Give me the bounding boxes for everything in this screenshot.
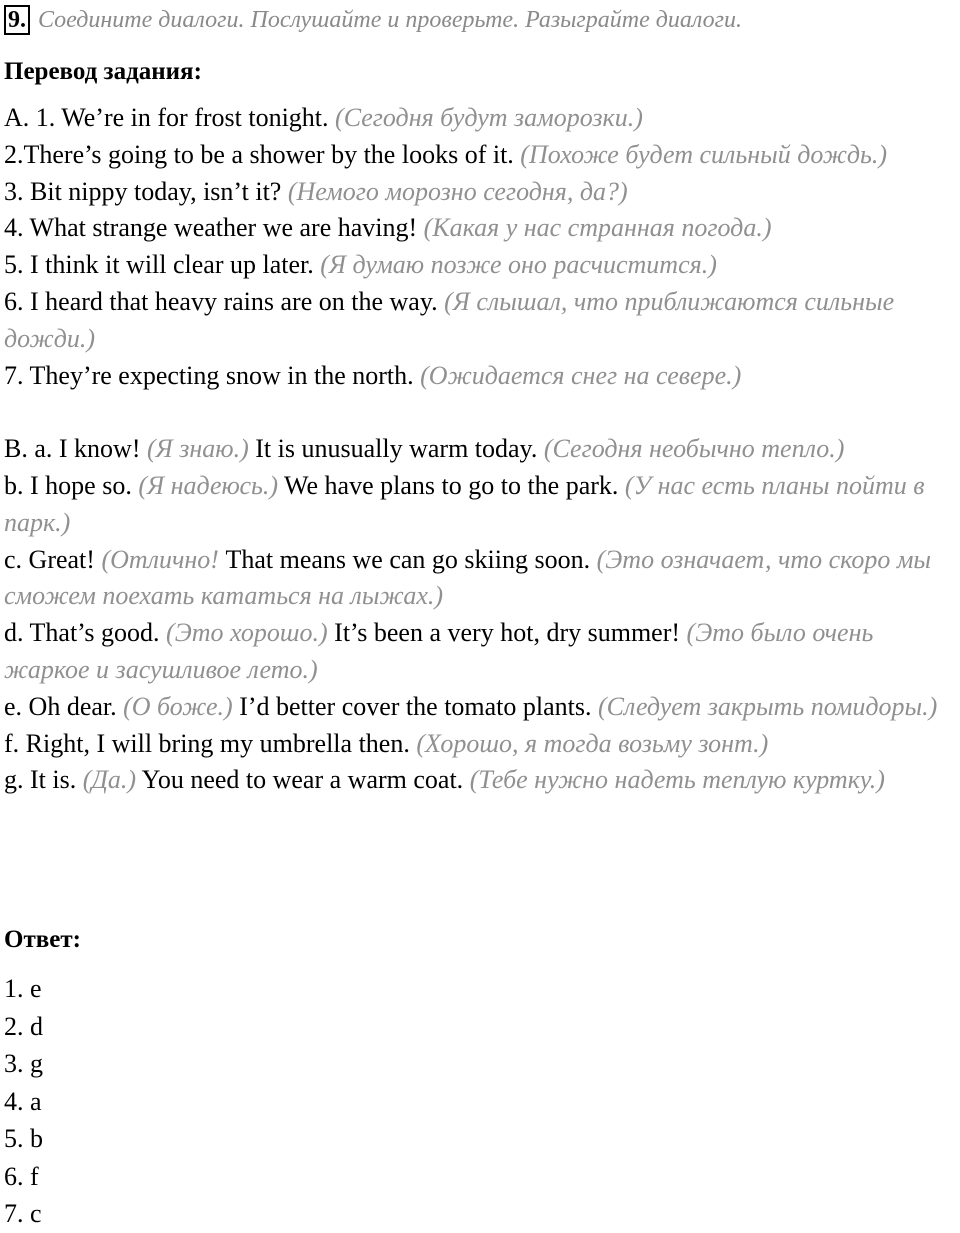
answer-item: 5. b — [4, 1124, 43, 1153]
russian-translation: (Это было очень жаркое и засушливое лето.) — [4, 618, 874, 684]
english-phrase: g. It is. — [4, 765, 77, 795]
english-phrase: It’s been a very hot, dry summer! — [334, 618, 681, 648]
english-phrase: 3. Bit nippy today, isn’t it? — [4, 176, 282, 206]
english-phrase: 4. What strange weather we are having! — [4, 213, 418, 243]
english-phrase: f. Right, I will bring my umbrella then. — [4, 728, 410, 758]
russian-translation: (Это означает, что скоро мы сможем поехать кататься на лыжах.) — [4, 544, 932, 611]
english-phrase: 5. I think it will clear up later. — [4, 250, 314, 280]
task-number: 9. — [4, 5, 30, 35]
russian-translation: (Я знаю.) — [146, 434, 249, 464]
part-b-line — [4, 431, 960, 468]
part-a-line — [4, 358, 960, 395]
english-phrase: 6. I heard that heavy rains are on the way. — [4, 286, 438, 316]
english-phrase: It is unusually warm today. — [255, 434, 538, 464]
part-b-line — [4, 689, 960, 726]
english-phrase: I’d better cover the tomato plants. — [239, 691, 592, 721]
answer-list — [4, 970, 43, 1233]
english-phrase: B. a. I know! — [4, 434, 141, 464]
russian-translation: (Ожидается снег на севере.) — [420, 360, 742, 390]
russian-translation: (Это хорошо.) — [166, 618, 328, 648]
answer-item: 2. d — [4, 1011, 43, 1041]
english-phrase: You need to wear a warm coat. — [141, 765, 464, 795]
part-a-line — [4, 100, 960, 137]
answer-item: 6. f — [4, 1161, 39, 1191]
part-b-line — [4, 542, 960, 616]
translation-heading: Перевод задания: — [4, 58, 202, 85]
russian-translation: (О боже.) — [123, 691, 233, 721]
english-phrase: d. That’s good. — [4, 618, 160, 648]
english-phrase: 7. They’re expecting snow in the north. — [4, 360, 414, 390]
part-a-line — [4, 137, 960, 174]
russian-translation: (У нас есть планы пойти в парк.) — [4, 470, 925, 537]
part-b-line — [4, 762, 960, 799]
russian-translation: (Отлично! — [101, 544, 219, 574]
dialogue-text — [4, 100, 960, 799]
russian-translation: (Похоже будет сильный дождь.) — [520, 139, 888, 169]
answer-item: 7. c — [4, 1199, 42, 1228]
part-b-line — [4, 726, 960, 763]
russian-translation: (Я думаю позже оно расчистится.) — [320, 250, 717, 280]
part-b-line — [4, 468, 960, 542]
russian-translation: (Хорошо, я тогда возьму зонт.) — [416, 728, 769, 758]
english-phrase: A. 1. We’re in for frost tonight. — [4, 103, 329, 132]
english-phrase: 2.There’s going to be a shower by the looks of it. — [4, 139, 514, 169]
english-phrase: b. I hope so. — [4, 470, 132, 500]
english-phrase: e. Oh dear. — [4, 691, 117, 721]
task-instruction: Соедините диалоги. Послушайте и проверьте. Разыграйте диалоги. — [38, 6, 743, 33]
english-phrase: We have plans to go to the park. — [284, 470, 619, 500]
part-a-line — [4, 247, 960, 284]
russian-translation: (Следует закрыть помидоры.) — [598, 691, 938, 721]
russian-translation: (Я надеюсь.) — [138, 470, 279, 500]
russian-translation: (Какая у нас странная погода.) — [423, 213, 772, 243]
answer-heading: Ответ: — [4, 926, 81, 953]
answer-item: 1. e — [4, 974, 42, 1003]
answer-item: 4. a — [4, 1086, 42, 1116]
english-phrase: c. Great! — [4, 544, 95, 574]
part-b-line — [4, 615, 960, 689]
russian-translation: (Сегодня будут заморозки.) — [335, 103, 643, 132]
part-a-line — [4, 284, 960, 358]
russian-translation: (Да.) — [82, 765, 137, 795]
part-a-line — [4, 174, 960, 211]
russian-translation: (Немого морозно сегодня, да?) — [287, 176, 628, 206]
russian-translation: (Я слышал, что приближаются сильные дожди.) — [4, 286, 895, 353]
russian-translation: (Тебе нужно надеть теплую куртку.) — [469, 765, 885, 795]
task-header — [4, 4, 742, 36]
russian-translation: (Сегодня необычно тепло.) — [543, 434, 845, 464]
part-a-line — [4, 210, 960, 247]
answer-item: 3. g — [4, 1049, 43, 1078]
english-phrase: That means we can go skiing soon. — [225, 544, 591, 574]
paragraph-gap — [4, 394, 960, 431]
